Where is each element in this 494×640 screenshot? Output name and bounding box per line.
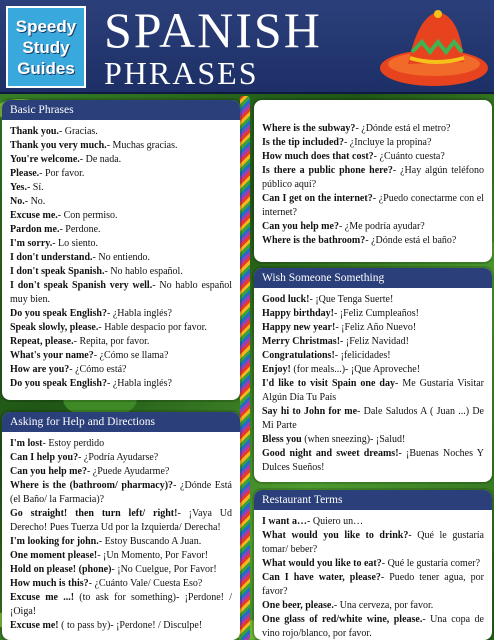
phrase-row [262,234,484,248]
spanish-translation: - ¿Podría Ayudarse? [78,452,159,463]
english-phrase: Good luck! [262,294,310,305]
phrase-row [10,563,232,577]
spanish-translation: - Hable despacio por favor. [98,322,207,333]
phrase-row [262,377,484,405]
english-phrase: Go straight! then turn left/ right! [10,508,178,519]
spanish-translation: - ¡Buenas Noches Y Dulces Sueños! [262,448,484,473]
phrase-row [10,377,232,391]
spanish-translation: - ¿Cómo está? [69,364,127,375]
spanish-translation: - Por favor. [39,168,85,179]
logo-line: Speedy [15,16,77,36]
phrase-row [262,136,484,150]
phrase-row [10,251,232,265]
spanish-translation: - ¡Feliz Año Nuevo! [335,322,417,333]
section-title: Wish Someone Something [254,268,492,288]
speedy-study-guides-logo [6,6,86,88]
basic-phrases-panel [2,100,240,400]
phrase-row [10,591,232,619]
spanish-translation: - ¡Vaya Ud Derecho! Pues Tuerza Ud por la Izquierda/ Derecha! [10,508,232,533]
phrase-row [262,613,484,640]
phrase-row [10,619,232,633]
english-phrase: I want a… [262,516,308,527]
phrase-row [10,181,232,195]
spanish-translation: - ¿Puede Ayudarme? [86,466,170,477]
spanish-translation: - ¿Habla inglés? [106,308,172,319]
english-phrase: One beer, please. [262,600,334,611]
spanish-translation: - Repita, por favor. [73,336,150,347]
phrase-row [10,321,232,335]
phrase-row [10,535,232,549]
spanish-translation: - Una cerveza, por favor. [333,600,434,611]
english-phrase: I don't speak Spanish. [10,266,105,277]
phrase-row [10,335,232,349]
english-phrase: No. [10,196,25,207]
english-phrase: How are you? [10,364,70,375]
phrase-row [10,167,232,181]
spanish-translation: - ¡Feliz Cumpleaños! [333,308,419,319]
phrase-row [262,349,484,363]
phrase-row [262,571,484,599]
spanish-translation: - ¿Cuánto cuesta? [373,151,445,162]
spanish-translation: (for meals...)- ¡Que Aproveche! [290,364,421,375]
spanish-translation: - No hablo español. [104,266,183,277]
english-phrase: Is the tip included? [262,137,344,148]
spanish-translation: - ¿Cuánto Vale/ Cuesta Eso? [88,578,203,589]
phrase-row [262,164,484,192]
spanish-translation: - ¡felicidades! [334,350,391,361]
section-title: Restaurant Terms [254,490,492,510]
spanish-translation: - Gracias. [58,126,98,137]
english-phrase: How much is this? [10,578,89,589]
spanish-translation: - ¿Habla inglés? [106,378,172,389]
logo-line: Guides [17,58,75,78]
header-banner [0,0,494,94]
phrase-list [254,100,492,252]
english-phrase: Merry Christmas! [262,336,341,347]
english-phrase: Speak slowly, please. [10,322,99,333]
phrase-row [10,279,232,307]
spanish-translation: - ¿Cómo se llama? [93,350,169,361]
english-phrase: Congratulations! [262,350,335,361]
english-phrase: Excuse me! [10,620,59,631]
english-phrase: What would you like to drink? [262,530,409,541]
phrase-row [262,557,484,571]
phrase-row [10,349,232,363]
phrase-row [10,195,232,209]
english-phrase: I'm lost [10,438,43,449]
restaurant-panel [254,490,492,640]
spanish-translation: - ¡Un Momento, Por Favor! [97,550,209,561]
phrase-row [262,405,484,433]
english-phrase: Where is the (bathroom/ pharmacy)? [10,480,174,491]
english-phrase: Bless you [262,434,302,445]
spanish-translation: - ¡Feliz Navidad! [340,336,409,347]
english-phrase: Hold on please! (phone) [10,564,112,575]
phrase-row [10,363,232,377]
english-phrase: I don't speak Spanish very well. [10,280,153,291]
phrase-row [10,139,232,153]
english-phrase: One glass of red/white wine, please. [262,614,423,625]
spanish-translation: - De nada. [79,154,122,165]
phrase-row [262,599,484,613]
spanish-translation: - Sí. [26,182,44,193]
phrase-list [2,120,240,395]
english-phrase: Where is the subway? [262,123,356,134]
english-phrase: How much does that cost? [262,151,374,162]
travel-questions-panel [254,100,492,262]
phrase-list [254,288,492,479]
phrase-row [10,265,232,279]
spanish-translation: - ¿Incluye la propina? [343,137,432,148]
phrase-row [262,529,484,557]
spanish-translation: ( to pass by)- ¡Perdone! / Disculpe! [58,620,203,631]
phrase-row [262,447,484,475]
english-phrase: Happy new year! [262,322,336,333]
english-phrase: Can I have water, please? [262,572,381,583]
spanish-translation: (when sneezing)- ¡Salud! [301,434,406,445]
section-title: Asking for Help and Directions [2,412,240,432]
english-phrase: I'd like to visit Spain one day [262,378,395,389]
spanish-translation: - Qué le gustaría tomar/ beber? [262,530,484,555]
english-phrase: What would you like to eat? [262,558,382,569]
section-title: Basic Phrases [2,100,240,120]
phrase-row [262,192,484,220]
phrase-row [262,515,484,529]
logo-line: Study [22,37,70,57]
spanish-translation: - Perdone. [59,224,101,235]
spanish-translation: - Una copa de vino rojo/blanco, por favor. [262,614,484,639]
spanish-translation: - Con permiso. [57,210,118,221]
english-phrase: Repeat, please. [10,336,74,347]
english-phrase: Is there a public phone here? [262,165,393,176]
english-phrase: I don't understand. [10,252,93,263]
spanish-translation: - Dale Saludos A ( Juan ...) De Mi Parte [262,406,484,431]
english-phrase: Can I get on the internet? [262,193,373,204]
help-directions-panel [2,412,240,640]
spanish-translation: - ¿Hay algún teléfono público aquí? [262,165,484,190]
spanish-translation: - ¿Dónde Está (el Baño/ la Farmacia)? [10,480,232,505]
english-phrase: Do you speak English? [10,378,107,389]
english-phrase: Good night and sweet dreams! [262,448,399,459]
spanish-translation: - ¡No Cuelgue, Por Favor! [111,564,217,575]
english-phrase: Please. [10,168,40,179]
page-title: SPANISH [104,2,322,58]
english-phrase: Can you help me? [10,466,87,477]
english-phrase: Thank you very much. [10,140,107,151]
phrase-row [10,479,232,507]
english-phrase: Yes. [10,182,27,193]
spanish-translation: - Qué le gustaría comer? [381,558,481,569]
phrase-row [10,307,232,321]
phrase-row [10,209,232,223]
phrase-row [10,223,232,237]
spanish-translation: - No hablo español muy bien. [10,280,232,305]
spanish-translation: - Puedo tener agua, por favor? [262,572,484,597]
phrase-row [262,220,484,234]
english-phrase: Thank you. [10,126,59,137]
english-phrase: Say hi to John for me [262,406,358,417]
english-phrase: What's your name? [10,350,94,361]
spanish-translation: - ¿Puedo conectarme con el internet? [262,193,484,218]
spanish-translation: (to ask for something)- ¡Perdone! / ¡Oiga! [10,592,232,617]
phrase-row [262,307,484,321]
spanish-translation: - ¿Me podría ayudar? [338,221,425,232]
spanish-translation: - ¿Dónde está el baño? [365,235,457,246]
phrase-row [262,433,484,447]
phrase-row [10,153,232,167]
sombrero-icon [378,6,490,90]
spanish-translation: - Estoy Buscando A Juan. [98,536,202,547]
english-phrase: Can you help me? [262,221,339,232]
phrase-row [10,507,232,535]
english-phrase: I'm looking for john. [10,536,99,547]
page-subtitle: PHRASES [104,55,259,91]
phrase-row [10,437,232,451]
spanish-translation: - No. [24,196,46,207]
phrase-row [262,363,484,377]
english-phrase: Can I help you? [10,452,79,463]
english-phrase: Where is the bathroom? [262,235,366,246]
english-phrase: Do you speak English? [10,308,107,319]
spanish-translation: - ¡Que Tenga Suerte! [309,294,394,305]
decorative-zigzag-divider [240,96,250,640]
phrase-row [10,549,232,563]
english-phrase: Excuse me. [10,210,58,221]
english-phrase: One moment please! [10,550,98,561]
english-phrase: You're welcome. [10,154,80,165]
spanish-translation: - No entiendo. [92,252,151,263]
spanish-translation: - Quiero un… [307,516,364,527]
phrase-row [10,451,232,465]
spanish-translation: - Lo siento. [52,238,99,249]
spanish-translation: - ¿Dónde está el metro? [355,123,451,134]
wish-panel [254,268,492,482]
phrase-row [10,465,232,479]
english-phrase: Enjoy! [262,364,291,375]
english-phrase: Excuse me ...! [10,592,75,603]
english-phrase: I'm sorry. [10,238,53,249]
english-phrase: Happy birthday! [262,308,334,319]
phrase-row [10,125,232,139]
phrase-list [2,432,240,637]
spanish-translation: - Muchas gracias. [106,140,178,151]
phrase-row [262,335,484,349]
phrase-list [254,510,492,640]
spanish-translation: - Me Gustaría Visitar Algún Día Tu País [262,378,484,403]
phrase-row [262,293,484,307]
phrase-row [262,150,484,164]
english-phrase: Pardon me. [10,224,60,235]
phrase-row [10,237,232,251]
phrase-row [262,122,484,136]
phrase-row [10,577,232,591]
phrase-row [262,321,484,335]
spanish-translation: - Estoy perdido [42,438,105,449]
